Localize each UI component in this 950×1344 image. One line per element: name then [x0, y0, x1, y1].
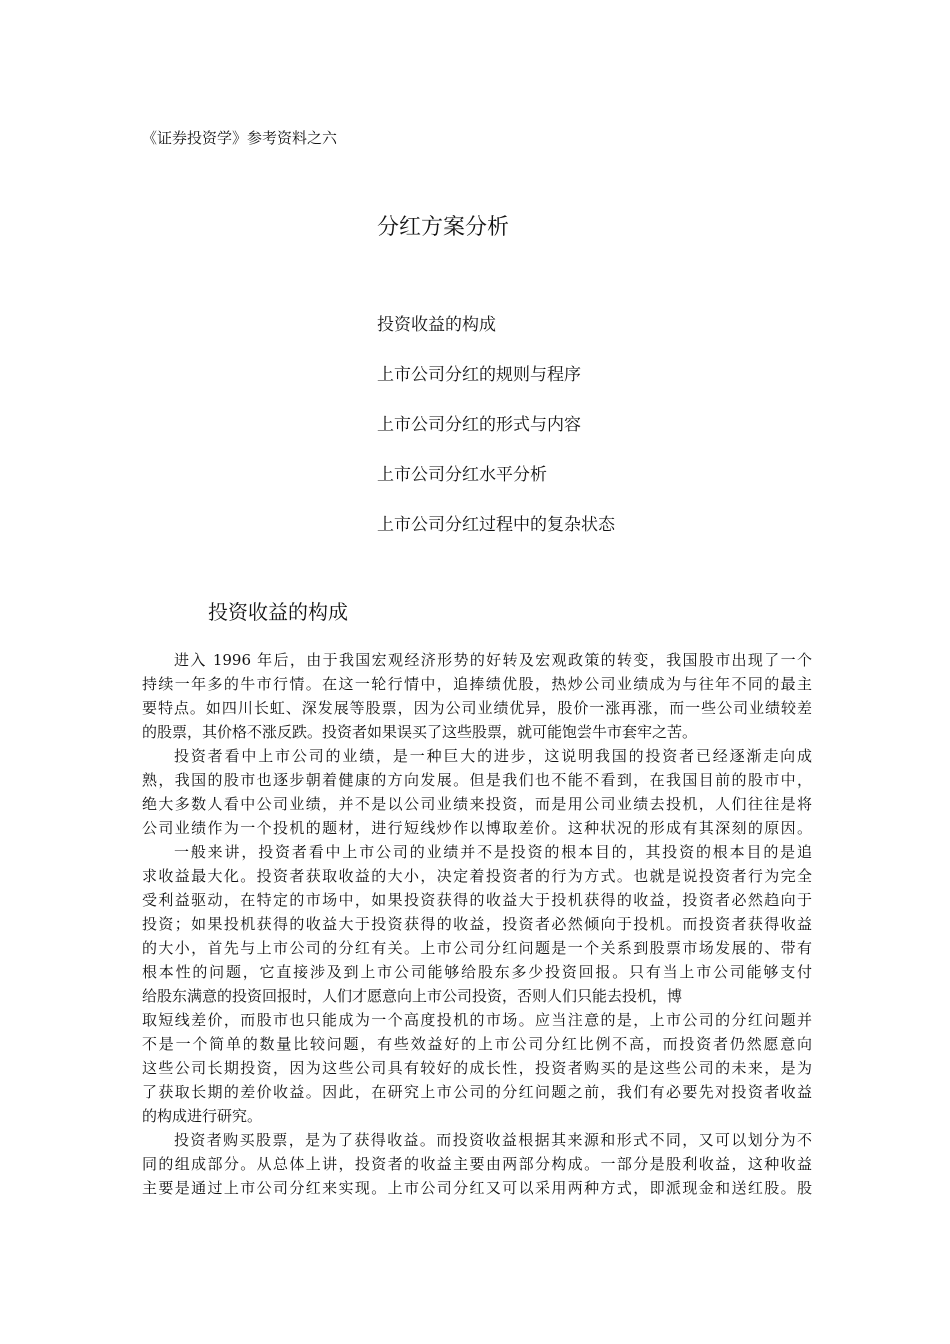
text-line: 投资者看中上市公司的业绩，是一种巨大的进步，这说明我国的投资者已经逐渐走向成: [174, 747, 812, 765]
page-header: 《证券投资学》参考资料之六: [142, 129, 338, 147]
text-line: 了获取长期的差价收益。因此，在研究上市公司的分红问题之前，我们有必要先对投资者收益: [142, 1083, 812, 1101]
text-line: 投资；如果投机获得的收益大于投资获得的收益，投资者必然倾向于投机。而投资者获得收益: [142, 915, 812, 933]
text-line: 受利益驱动，在特定的市场中，如果投资获得的收益大于投机获得的收益，投资者必然趋向于: [142, 891, 812, 909]
text-line: 投资者购买股票，是为了获得收益。而投资收益根据其来源和形式不同，又可以划分为不: [174, 1131, 812, 1149]
toc-item: 上市公司分红水平分析: [377, 465, 547, 485]
toc-item: 上市公司分红过程中的复杂状态: [377, 515, 615, 535]
text-line: 同的组成部分。从总体上讲，投资者的收益主要由两部分构成。一部分是股利收益，这种收益: [142, 1155, 812, 1173]
text-line: 主要是通过上市公司分红来实现。上市公司分红又可以采用两种方式，即派现金和送红股。股: [142, 1179, 812, 1197]
text-line: 给股东满意的投资回报时，人们才愿意向上市公司投资，否则人们只能去投机，博: [142, 987, 683, 1005]
text-line: 持续一年多的牛市行情。在这一轮行情中，追捧绩优股，热炒公司业绩成为与往年不同的最主: [142, 675, 812, 693]
table-of-contents: [377, 312, 615, 562]
text-line: 根本性的问题，它直接涉及到上市公司能够给股东多少投资回报。只有当上市公司能够支付: [142, 963, 812, 981]
body-text: [142, 648, 812, 1200]
toc-item: 上市公司分红的形式与内容: [377, 415, 581, 435]
text-line: 的股票，其价格不涨反跌。投资者如果误买了这些股票，就可能饱尝牛市套牢之苦。: [142, 723, 698, 741]
text-line: 求收益最大化。投资者获取收益的大小，决定着投资者的行为方式。也就是说投资者行为完全: [142, 867, 812, 885]
section-heading: 投资收益的构成: [208, 600, 348, 624]
toc-item: 投资收益的构成: [377, 315, 496, 335]
text-line: 的大小，首先与上市公司的分红有关。上市公司分红问题是一个关系到股票市场发展的、带有: [142, 939, 812, 957]
text-line: 进入 1996 年后，由于我国宏观经济形势的好转及宏观政策的转变，我国股市出现了一个: [174, 651, 812, 669]
text-line: 不是一个简单的数量比较问题，有些效益好的上市公司分红比例不高，而投资者仍然愿意向: [142, 1035, 812, 1053]
text-line: 熟，我国的股市也逐步朝着健康的方向发展。但是我们也不能不看到，在我国目前的股市中，: [142, 771, 812, 789]
document-title: 分红方案分析: [377, 215, 510, 240]
text-line: 绝大多数人看中公司业绩，并不是以公司业绩来投资，而是用公司业绩去投机，人们往往是将: [142, 795, 812, 813]
text-line: 要特点。如四川长虹、深发展等股票，因为公司业绩优异，股价一涨再涨，而一些公司业绩较差: [142, 699, 812, 717]
toc-item: 上市公司分红的规则与程序: [377, 365, 581, 385]
text-line: 一般来讲，投资者看中上市公司的业绩并不是投资的根本目的，其投资的根本目的是追: [174, 843, 812, 861]
text-line: 这些公司长期投资，因为这些公司具有较好的成长性，投资者购买的是这些公司的未来，是为: [142, 1059, 812, 1077]
text-line: 的构成进行研究。: [142, 1107, 263, 1125]
text-line: 公司业绩作为一个投机的题材，进行短线炒作以博取差价。这种状况的形成有其深刻的原因。: [142, 819, 812, 837]
text-line: 取短线差价，而股市也只能成为一个高度投机的市场。应当注意的是，上市公司的分红问题并: [142, 1011, 812, 1029]
